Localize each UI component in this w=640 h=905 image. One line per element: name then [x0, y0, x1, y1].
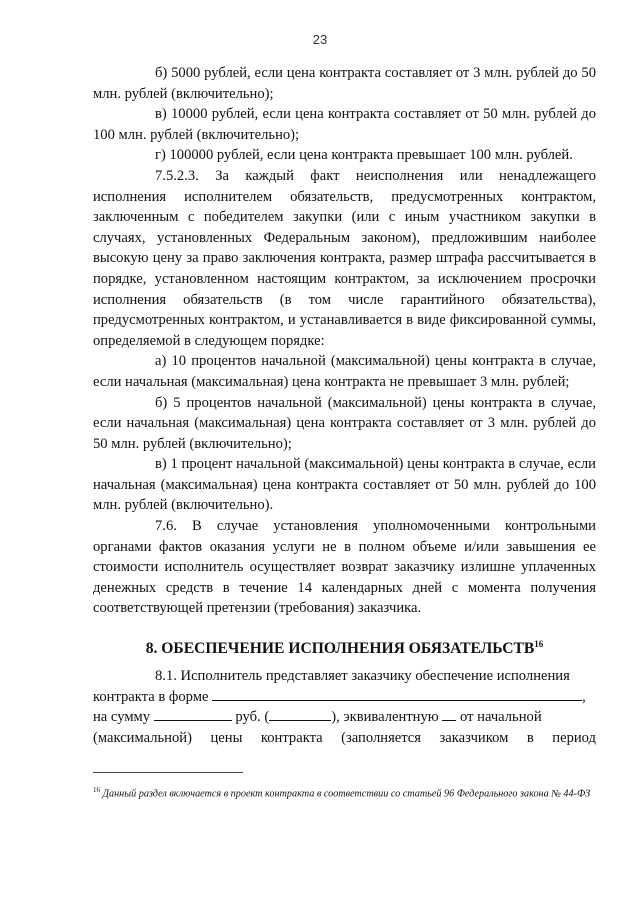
from-label: от начальной	[460, 709, 542, 726]
footnote-mark: 16	[93, 786, 100, 794]
page-number: 23	[312, 32, 328, 47]
item-g-100000: г) 100000 рублей, если цена контракта превышает 100 млн. рублей.	[155, 147, 573, 164]
footnote-text: Данный раздел включается в проект контракта в соответствии со статьей 96 Федерального закона № 44-ФЗ	[102, 788, 591, 800]
clause-7-6: 7.6. В случае установления уполномоченными контрольными органами фактов оказания услуги не в полном объеме и/или завышения ее стоимости исполнитель осуществляет возврат заказчику излишне уплаченных денежных средств в течение 14 календарных дней с момента получения соответствующей претензии (требования) заказчика.	[93, 518, 596, 617]
item-v-10000: в) 10000 рублей, если цена контракта составляет от 50 млн. рублей до 100 млн. рублей (включительно);	[93, 106, 596, 143]
clause-8-1-start: 8.1. Исполнитель представляет заказчику обеспечение исполнения контракта в форме	[93, 668, 570, 705]
footnote	[93, 783, 593, 801]
sum-words-blank[interactable]	[269, 707, 331, 721]
percent-blank[interactable]	[442, 707, 456, 721]
clause-8-1-continuation: (максимальной) цены контракта (заполняется заказчиком в период	[93, 730, 596, 746]
sum-blank[interactable]	[154, 707, 232, 721]
section-8-title: 8. ОБЕСПЕЧЕНИЕ ИСПОЛНЕНИЯ ОБЯЗАТЕЛЬСТВ	[145, 640, 535, 658]
rub-label: руб. (	[235, 709, 270, 726]
sum-label: на сумму	[93, 709, 151, 726]
form-blank[interactable]	[212, 687, 582, 701]
footnote-ref: 16	[534, 639, 544, 650]
document-body	[93, 63, 596, 749]
clause-7-5-2-3: 7.5.2.3. За каждый факт неисполнения или ненадлежащего исполнения исполнителем обязательств, предусмотренных контрактом, заключенным с победителем закупки (или с иным участником закупки в случаях, установленных Федеральным законом), предложившим наиболее высокую цену за право заключения контракта, размер штрафа рассчитывается в порядке, установленном настоящим контрактом, за исключением просрочки исполнения обязательств (в том числе гарантийного обязательства), предусмотренных контрактом, и устанавливается в виде фиксированной суммы, определяемой в следующем порядке:	[93, 167, 596, 349]
item-b-5-percent: б) 5 процентов начальной (максимальной) цены контракта в случае, если начальная (максимальная) цена контракта составляет от 3 млн. рублей до 50 млн. рублей (включительно);	[93, 394, 596, 452]
section-8-heading	[93, 639, 596, 658]
item-b-5000: б) 5000 рублей, если цена контракта составляет от 3 млн. рублей до 50 млн. рублей (включительно);	[93, 65, 596, 102]
item-v-1-percent: в) 1 процент начальной (максимальной) цены контракта в случае, если начальная (максимальная) цена контракта составляет от 50 млн. рублей до 100 млн. рублей (включительно).	[93, 456, 596, 514]
item-a-10-percent: а) 10 процентов начальной (максимальной) цены контракта в случае, если начальная (максимальная) цена контракта не превышает 3 млн. рублей;	[93, 353, 596, 390]
footnote-divider	[93, 772, 243, 773]
clause-8-1: 8.1. Исполнитель представляет заказчику обеспечение исполнения контракта в форме , на сумму руб. ( ), эквивалентную от начальной	[93, 668, 586, 726]
equivalent-label: ), эквивалентную	[331, 709, 439, 726]
